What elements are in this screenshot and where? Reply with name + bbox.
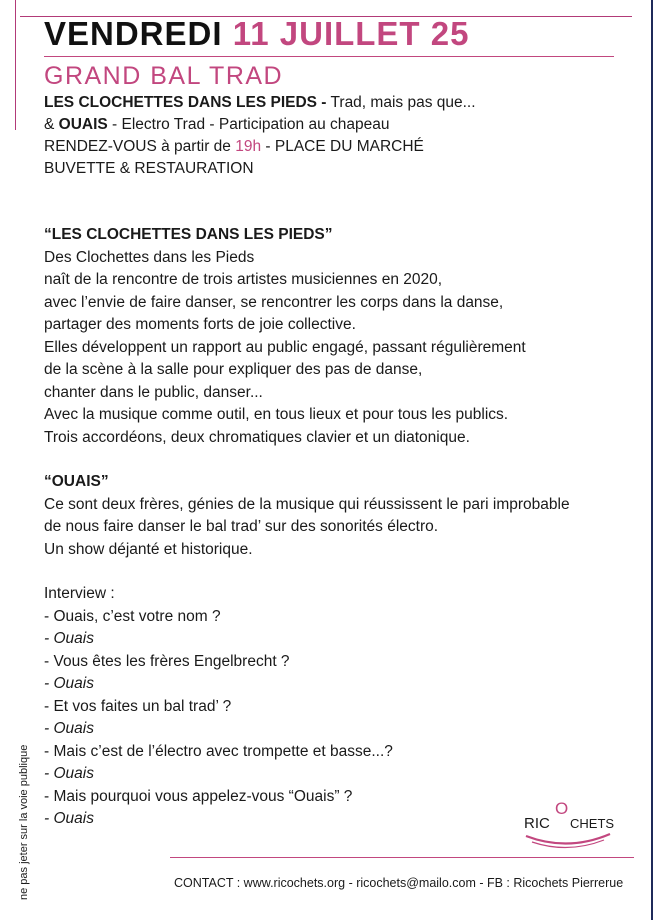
section-1-line: naît de la rencontre de trois artistes musiciennes en 2020, <box>44 271 443 288</box>
info-amp: & <box>44 116 59 133</box>
interview-answer: - Ouais <box>44 720 94 737</box>
info-line-3 <box>44 136 476 158</box>
section-1-line: de la scène à la salle pour expliquer des pas de danse, <box>44 361 423 378</box>
section-1-line: Trois accordéons, deux chromatiques clavier et un diatonique. <box>44 428 470 446</box>
info-band-1-desc: Trad, mais pas que... <box>326 94 476 111</box>
interview-question: - Mais c’est de l’électro avec trompette et basse...? <box>44 742 393 760</box>
section-1-line: Elles développent un rapport au public engagé, passant régulièrement <box>44 338 526 356</box>
section-1-heading: “LES CLOCHETTES DANS LES PIEDS” <box>44 226 333 243</box>
interview-question: - Ouais, c’est votre nom ? <box>44 607 221 625</box>
side-note: ne pas jeter sur la voie publique <box>18 744 30 900</box>
interview-answer: - Ouais <box>44 630 94 647</box>
info-band-1: LES CLOCHETTES DANS LES PIEDS - <box>44 94 327 111</box>
section-1-line: Avec la musique comme outil, en tous lieux et pour tous les publics. <box>44 406 509 423</box>
section-1-line: partager des moments forts de joie collective. <box>44 316 356 333</box>
section-1-line: avec l’envie de faire danser, se rencontrer les corps dans la danse, <box>44 293 504 311</box>
interview-answer: - Ouais <box>44 675 94 692</box>
logo-text-left: RIC <box>524 815 550 832</box>
info-band-2-desc: - Electro Trad - Participation au chapeau <box>107 116 390 133</box>
info-time: 19h <box>235 138 262 155</box>
title-day: VENDREDI <box>44 15 223 52</box>
interview-question: - Vous êtes les frères Engelbrecht ? <box>44 652 290 670</box>
event-infos <box>44 92 476 180</box>
interview-answer: - Ouais <box>44 810 94 827</box>
logo-text-right: CHETS <box>570 816 615 831</box>
spacer <box>44 449 604 471</box>
section-1-line: chanter dans le public, danser... <box>44 383 263 401</box>
description-body <box>44 224 604 831</box>
page-title <box>44 12 469 56</box>
title-date: 11 JUILLET <box>232 15 421 52</box>
info-band-2: OUAIS <box>58 116 108 133</box>
logo-text-o: O <box>555 799 569 818</box>
interview-question: - Et vos faites un bal trad’ ? <box>44 697 232 715</box>
info-line-4: BUVETTE & RESTAURATION <box>44 160 254 177</box>
spacer <box>44 561 604 583</box>
left-frame-line <box>15 0 16 130</box>
info-line-1 <box>44 92 476 114</box>
right-frame-line <box>651 0 653 920</box>
info-rdv: RENDEZ-VOUS à partir de <box>44 138 236 155</box>
section-2-heading: “OUAIS” <box>44 473 109 490</box>
section-2-line: Ce sont deux frères, génies de la musique qui réussissent le pari improbable <box>44 495 570 513</box>
footer-contact: CONTACT : www.ricochets.org - ricochets@mailo.com - FB : Ricochets Pierrerue <box>174 876 624 890</box>
footer-rule <box>170 857 634 858</box>
interview-label: Interview : <box>44 585 115 602</box>
info-place: - PLACE DU MARCHÉ <box>261 138 424 155</box>
info-line-2 <box>44 114 476 136</box>
ricochets-logo <box>522 794 616 850</box>
section-1-line: Des Clochettes dans les Pieds <box>44 248 255 266</box>
event-subtitle: GRAND BAL TRAD <box>44 62 284 90</box>
interview-question: - Mais pourquoi vous appelez-vous “Ouais” ? <box>44 787 353 805</box>
title-rule <box>44 56 614 57</box>
section-2-line: de nous faire danser le bal trad’ sur des sonorités électro. <box>44 518 439 535</box>
title-year: 25 <box>430 15 470 52</box>
interview-answer: - Ouais <box>44 765 94 782</box>
section-2-line: Un show déjanté et historique. <box>44 540 253 558</box>
